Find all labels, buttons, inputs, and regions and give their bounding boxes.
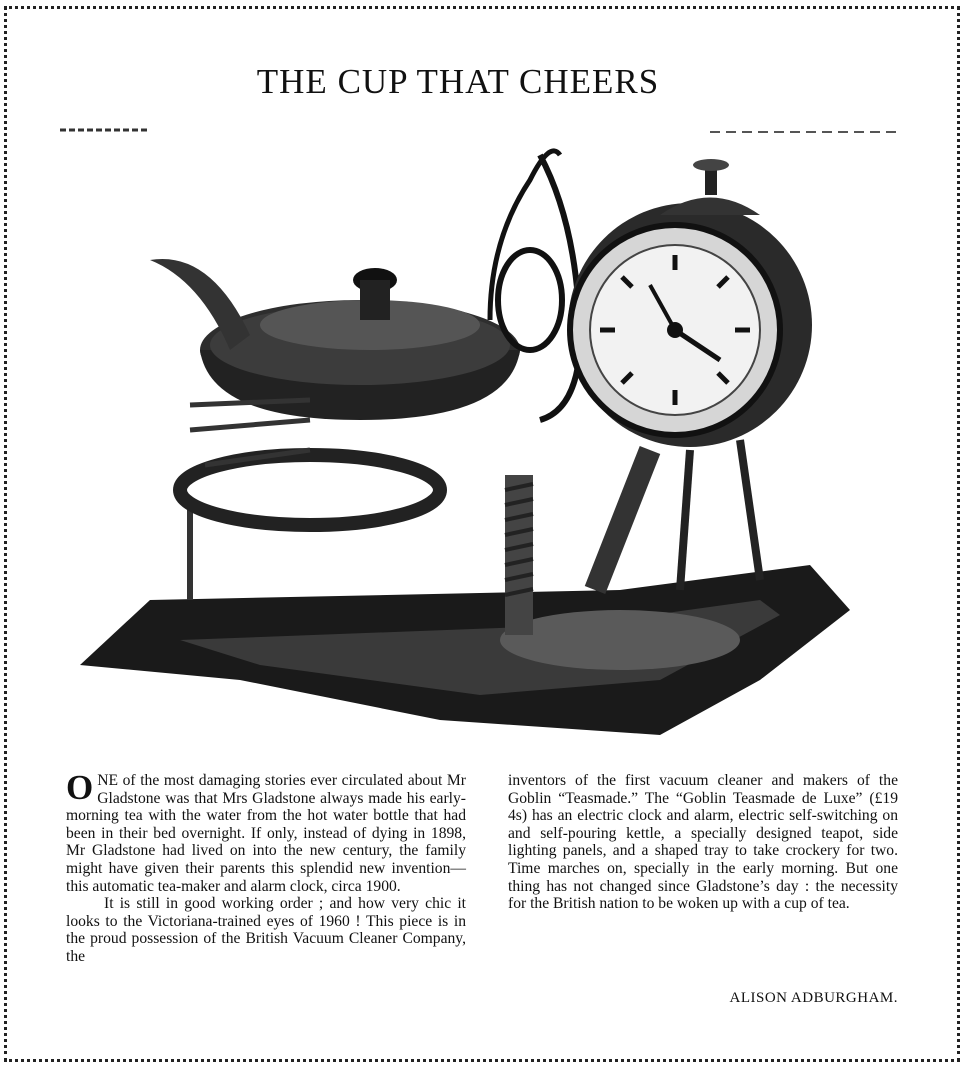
drop-cap: O [66, 768, 94, 807]
article-column-right [508, 772, 898, 913]
article-title: THE CUP THAT CHEERS [256, 62, 660, 101]
article-column-left [66, 768, 466, 966]
teamaker-photo [60, 120, 910, 760]
paragraph-2: It is still in good working order ; and how very chic it looks to the Victoriana-trained eyes of 1960 ! This piece is in the proud possession of the British Vacuum Cleaner Company, the [66, 895, 466, 965]
paragraph-3: inventors of the first vacuum cleaner and makers of the Goblin “Teasmade.” The “Goblin Teasmade de Luxe” (£19 4s) has an electric clock and alarm, electric self-switching on and self-pouring kettle, a specially designed teapot, side lighting panels, and a shaped tray to take crockery for two. Time marches on, specially in the early morning. But one thing has not changed since Gladstone’s day : the necessity for the British nation to be woken up with a cup of tea. [508, 772, 898, 913]
author-byline: ALISON ADBURGHAM. [729, 990, 898, 1006]
paragraph-1: NE of the most damaging stories ever circulated about Mr Gladstone was that Mrs Gladstone always made his early-morning tea with the water from the hot water bottle that had been in their bed overnight. If only, instead of dying in 1898, Mr Gladstone had lived on into the new century, the family might have given their parents this splendid new invention—this automatic tea-maker and alarm clock, circa 1900. [66, 772, 466, 895]
